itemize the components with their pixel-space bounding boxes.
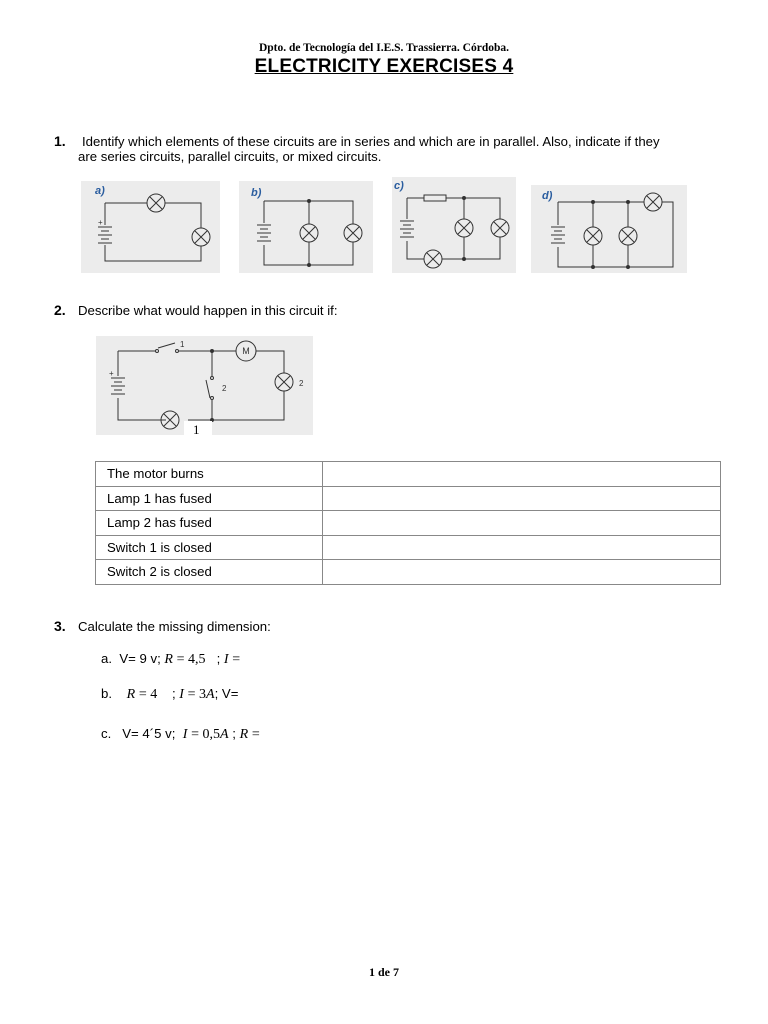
department-header: Dpto. de Tecnología del I.E.S. Trassierra. Córdoba. [258,42,510,54]
page-title: ELECTRICITY EXERCISES 4 [254,56,514,77]
equals-sign: = [232,652,241,667]
value-r: = 4,5 [176,652,206,667]
symbol-i: I [182,727,188,742]
value-i: = 0,5 [191,727,220,742]
figure-a-label: a) [95,185,105,197]
question-1-text-line1: Identify which elements of these circuits are in series and which are in parallel. Also, indicate if they [82,134,660,149]
lamp-2-label: 2 [299,379,304,388]
question-1-text-line2: are series circuits, parallel circuits, or mixed circuits. [78,149,382,164]
table-row [96,535,721,560]
calc-item-c [101,726,260,743]
calc-voltage: V= 9 v; [119,651,161,666]
question-1-number: 1. [54,133,66,149]
table-row [96,486,721,511]
symbol-r: R [239,727,249,742]
value-i: = 3 [187,687,207,702]
calc-item-letter: c. [101,726,112,741]
calc-item-b [101,686,238,703]
row-label: Lamp 1 has fused [96,486,323,511]
answer-cell[interactable] [323,486,721,511]
question-3-number: 3. [54,618,66,634]
voltage-missing: ; V= [214,686,239,701]
separator: ; [232,726,236,741]
answer-cell[interactable] [323,511,721,536]
lamp-1-label-box [184,421,212,439]
figure-b-label: b) [251,187,262,199]
calc-item-a [101,651,240,668]
svg-text:+: + [98,218,103,227]
svg-text:+: + [109,369,114,378]
question-3-text: Calculate the missing dimension: [78,619,271,634]
separator: ; [216,651,221,666]
question-2-text: Describe what would happen in this circuit if: [78,303,338,318]
switch-2-label: 2 [222,384,227,393]
answer-cell[interactable] [323,462,721,487]
calc-voltage: V= 4´5 v; [122,726,176,741]
symbol-r: R [126,687,136,702]
switch-1-label: 1 [180,340,185,349]
table-row [96,511,721,536]
answer-cell[interactable] [323,560,721,585]
symbol-i: I [223,652,229,667]
value-r: = 4 [138,687,158,702]
circuit-figure-a [81,181,220,273]
question-2-number: 2. [54,302,66,318]
row-label: Switch 1 is closed [96,535,323,560]
lamp-1-label: 1 [193,422,200,437]
circuit-figure-c [392,177,516,273]
equals-sign: = [251,727,260,742]
answer-cell[interactable] [323,535,721,560]
figure-d-label: d) [542,190,553,202]
answer-table [95,461,721,585]
symbol-r: R [164,652,173,667]
row-label: The motor burns [96,462,323,487]
row-label: Switch 2 is closed [96,560,323,585]
table-row [96,462,721,487]
calc-item-letter: a. [101,651,112,666]
calc-item-letter: b. [101,686,112,701]
circuit-figure-b [239,181,373,273]
row-label: Lamp 2 has fused [96,511,323,536]
figure-c-label: c) [394,180,404,192]
symbol-i: I [179,687,184,702]
motor-label: M [242,346,250,356]
unit-a: A [220,727,229,742]
page-number: 1 de 7 [369,965,399,979]
circuit-figure-d [531,185,687,273]
unit-a: A [206,687,215,702]
table-row [96,560,721,585]
separator: ; [171,686,176,701]
